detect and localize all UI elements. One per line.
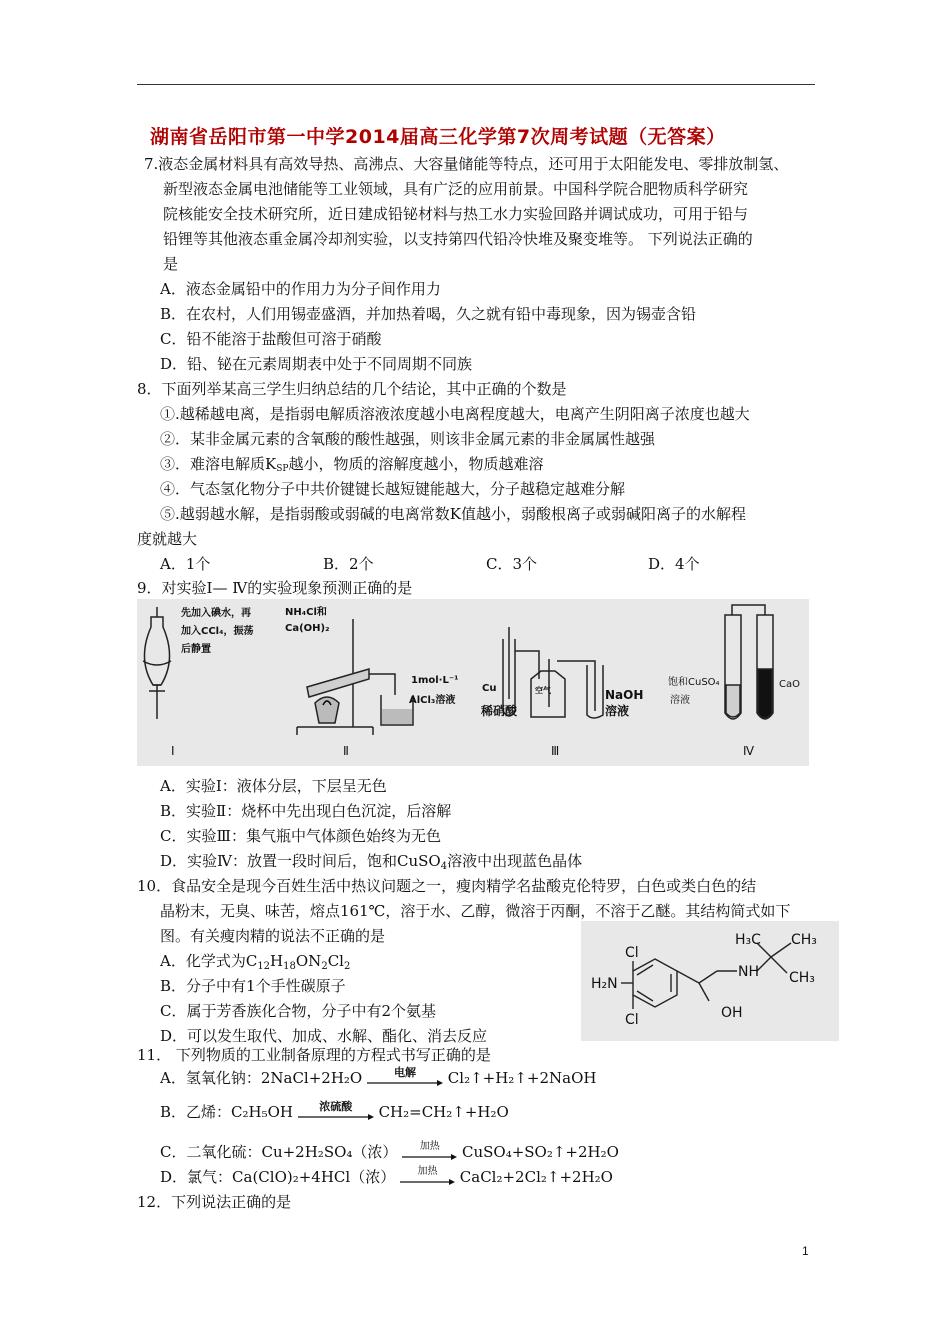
q8-item-5-cont: 度就越大 xyxy=(137,530,198,548)
q7-line-4: 铅锂等其他液态重金属冷却剂实验，以支持第四代铅冷快堆及聚变堆等。 下列说法正确的 xyxy=(163,230,753,248)
fig-iii-acid: 稀硝酸 xyxy=(481,704,518,718)
fig-i-note-2: 加入CCl₄，振荡 xyxy=(181,626,254,637)
reaction-arrow: 浓硫酸 xyxy=(298,1103,374,1123)
q10-line-1: 10．食品安全是现今百姓生活中热议问题之一，瘦肉精学名盐酸克伦特罗，白色或类白色的结 xyxy=(137,877,757,895)
q8-option-c: C．3个 xyxy=(486,555,538,573)
reaction-arrow: 电解 xyxy=(367,1069,443,1089)
q9-option-d: D．实验Ⅳ：放置一段时间后，饱和CuSO$_4$溶液中出现蓝色晶体 xyxy=(160,852,583,872)
fig-iv-left-1: 饱和CuSO₄ xyxy=(668,677,720,688)
q10-option-c: C．属于芳香族化合物，分子中有2个氨基 xyxy=(160,1002,437,1020)
q11-option-b: B．乙烯：C₂H₅OH 浓硫酸 CH₂=CH₂↑+H₂O xyxy=(160,1100,509,1121)
q7-option-d: D．铅、铋在元素周期表中处于不同周期不同族 xyxy=(160,355,473,373)
q8-item-2: ②．某非金属元素的含氧酸的酸性越强，则该非金属元素的非金属属性越强 xyxy=(160,430,656,448)
q11-option-a: A．氢氧化钠：2NaCl+2H₂O 电解 Cl₂↑+H₂↑+2NaOH xyxy=(160,1066,597,1087)
structure-oh: OH xyxy=(721,1005,743,1021)
q7-line-5: 是 xyxy=(163,255,179,273)
apparatus-drawing xyxy=(137,599,809,766)
structure-h2n: H₂N xyxy=(591,976,618,992)
structure-ch3-b: CH₃ xyxy=(789,970,815,986)
q8-item-3: ③．难溶电解质KSP越小，物质的溶解度越小，物质越难溶 xyxy=(160,455,544,474)
q9-apparatus-figure xyxy=(137,599,809,766)
q8-item-1: ①.越稀越电离，是指弱电解质溶液浓度越小电离程度越大，电离产生阴阳离子浓度也越大 xyxy=(160,405,750,423)
structure-ch3-a: CH₃ xyxy=(791,932,817,948)
header-rule xyxy=(137,84,815,85)
fig-iii-naoh-2: 溶液 xyxy=(605,704,630,718)
fig-ii-top-1: NH₄Cl和 xyxy=(285,607,327,618)
fig-iii-naoh-1: NaOH xyxy=(605,688,644,702)
q8-option-d: D．4个 xyxy=(648,555,700,573)
separatory-funnel xyxy=(143,607,171,719)
structure-nh: NH xyxy=(738,964,759,980)
connected-test-tubes xyxy=(725,605,773,719)
q8-item-4: ④．气态氢化物分子中共价键键长越短键能越大，分子越稳定越难分解 xyxy=(160,480,626,498)
q10-line-2: 晶粉末，无臭、味苦，熔点161℃，溶于水、乙醇，微溶于丙酮，不溶于乙醚。其结构简式如下 xyxy=(160,902,791,920)
q7-option-a: A．液态金属铅中的作用力为分子间作用力 xyxy=(160,280,441,298)
q7-line-3: 院核能安全技术研究所，近日建成铅铋材料与热工水力实验回路并调试成功，可用于铅与 xyxy=(163,205,749,223)
fig-label-ii: Ⅱ xyxy=(343,744,349,758)
fig-iv-cao: CaO xyxy=(779,679,800,690)
fig-label-iii: Ⅲ xyxy=(551,744,560,758)
q11-option-d: D．氯气：Ca(ClO)₂+4HCl（浓） 加热 CaCl₂+2Cl₂↑+2H₂O xyxy=(160,1166,613,1186)
q8-option-b: B．2个 xyxy=(323,555,374,573)
q7-option-c: C．铅不能溶于盐酸但可溶于硝酸 xyxy=(160,330,382,348)
q11-option-c: C．二氧化硫：Cu+2H₂SO₄（浓） 加热 CuSO₄+SO₂↑+2H₂O xyxy=(160,1141,619,1161)
fig-iii-cu: Cu xyxy=(482,683,497,694)
gas-collection-apparatus xyxy=(503,627,603,718)
q9-option-b: B．实验Ⅱ：烧杯中先出现白色沉淀，后溶解 xyxy=(160,802,452,820)
q9-stem: 9．对实验Ⅰ— Ⅳ的实验现象预测正确的是 xyxy=(137,579,413,597)
q12-stem: 12．下列说法正确的是 xyxy=(137,1193,292,1211)
q7-line-1: 7.液态金属材料具有高效导热、高沸点、大容量储能等特点，还可用于太阳能发电、零排放制氢、 xyxy=(144,155,789,173)
q11-stem: 11． 下列物质的工业制备原理的方程式书写正确的是 xyxy=(137,1046,491,1064)
structure-cl-top: Cl xyxy=(625,945,639,961)
fig-ii-top-2: Ca(OH)₂ xyxy=(285,623,330,634)
page-title: 湖南省岳阳市第一中学2014届高三化学第7次周考试题（无答案） xyxy=(150,126,726,148)
q8-option-a: A．1个 xyxy=(160,555,211,573)
structure-drawing xyxy=(581,921,839,1041)
heating-apparatus xyxy=(297,619,413,735)
q10-option-b: B．分子中有1个手性碳原子 xyxy=(160,977,346,995)
fig-ii-right-1: 1mol·L⁻¹ xyxy=(411,675,459,686)
fig-iii-air: 空气 xyxy=(535,686,551,695)
structure-h3c: H₃C xyxy=(735,932,761,948)
clenbuterol-structure xyxy=(581,921,839,1041)
fig-i-note-1: 先加入碘水，再 xyxy=(181,608,251,619)
fig-label-iv: Ⅳ xyxy=(743,744,755,758)
structure-cl-bottom: Cl xyxy=(625,1012,639,1028)
q9-option-a: A．实验Ⅰ：液体分层，下层呈无色 xyxy=(160,777,387,795)
fig-iv-left-2: 溶液 xyxy=(670,695,690,706)
q10-option-a: A．化学式为$C_{12}H_{18}ON_2Cl_2$ xyxy=(160,952,351,972)
q7-line-2: 新型液态金属电池储能等工业领域，具有广泛的应用前景。中国科学院合肥物质科学研究 xyxy=(163,180,749,198)
fig-ii-right-2: AlCl₃溶液 xyxy=(409,695,456,706)
q8-item-5: ⑤.越弱越水解，是指弱酸或弱碱的电离常数K值越小，弱酸根离子或弱碱阳离子的水解程 xyxy=(160,505,746,523)
q10-line-3: 图。有关瘦肉精的说法不正确的是 xyxy=(160,927,386,945)
q8-stem: 8．下面列举某高三学生归纳总结的几个结论，其中正确的个数是 xyxy=(137,380,567,398)
fig-label-i: Ⅰ xyxy=(171,744,175,758)
q10-option-d: D．可以发生取代、加成、水解、酯化、消去反应 xyxy=(160,1027,488,1045)
reaction-arrow: 加热 xyxy=(402,1143,457,1163)
page-number: 1 xyxy=(802,1244,809,1258)
fig-i-note-3: 后静置 xyxy=(181,644,211,655)
q9-option-c: C．实验Ⅲ：集气瓶中气体颜色始终为无色 xyxy=(160,827,441,845)
q7-option-b: B．在农村，人们用锡壶盛酒，并加热着喝，久之就有铅中毒现象，因为锡壶含铅 xyxy=(160,305,697,323)
reaction-arrow: 加热 xyxy=(400,1168,455,1188)
